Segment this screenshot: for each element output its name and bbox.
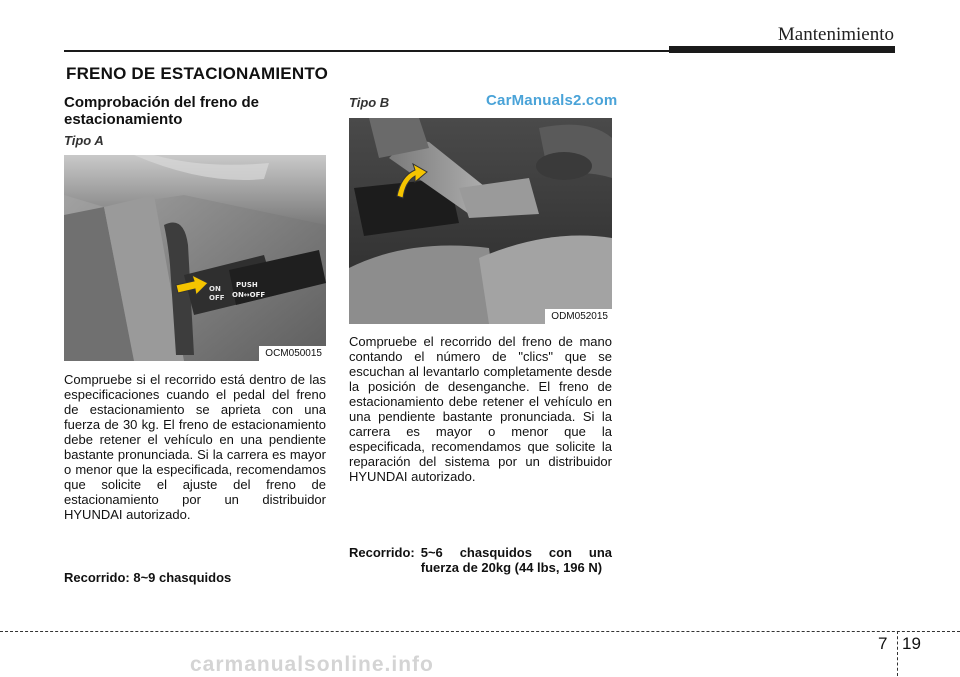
left-stroke: Recorrido: 8~9 chasquidos [64, 570, 232, 585]
photo-type-a [64, 155, 326, 361]
right-stroke [349, 545, 612, 575]
pedal-label-2b: ON↔OFF [232, 291, 266, 299]
photo-type-b [349, 118, 612, 324]
page-separator [897, 631, 898, 676]
footer-rule [0, 631, 960, 632]
pedal-label-1b: OFF [209, 294, 225, 302]
photo-code-b: ODM052015 [545, 309, 612, 324]
header-rule [64, 50, 669, 52]
right-paragraph: Compruebe el recorrido del freno de mano contando el número de "clics" que se escuchan al levantarlo completamente desde la posición de desenganche. El freno de estacionamiento debe retener el vehículo en una pendiente bastante pronunciada. Si la carrera es mayor o menor que la especificada, recomendamos que solicite la reparación del sistema por un distribuidor HYUNDAI autorizado. [349, 334, 612, 484]
header-rule-accent [669, 46, 895, 53]
chapter-number: 7 [878, 634, 888, 653]
hand-brake-illustration [349, 118, 612, 324]
left-heading: Comprobación del freno de estacionamiento [64, 94, 260, 128]
pedal-label-2a: PUSH [236, 281, 258, 289]
watermark-bottom: carmanualsonline.info [190, 653, 434, 676]
section-title: FRENO DE ESTACIONAMIENTO [66, 64, 329, 83]
watermark-top: CarManuals2.com [486, 92, 618, 109]
page-number: 19 [902, 634, 921, 653]
chapter-title: Mantenimiento [777, 24, 894, 45]
right-stroke-value: 5~6 chasquidos con una fuerza de 20kg (44 lbs, 196 N) [420, 545, 612, 575]
photo-code-a: OCM050015 [259, 346, 326, 361]
left-paragraph: Compruebe si el recorrido está dentro de las especificaciones cuando el pedal del freno de estacionamiento se aprieta con una fuerza de 30 kg. El freno de estacionamiento debe retener el vehículo en una pendiente bastante pronunciada. Si la carrera es mayor o menor que la especificada, recomendamos que solicite el ajuste del freno de estacionamiento por un distribuidor HYUNDAI autorizado. [64, 372, 326, 522]
pedal-label-1a: ON [209, 285, 221, 293]
right-stroke-label: Recorrido: [349, 545, 415, 560]
parking-pedal-illustration [64, 155, 326, 361]
type-b-label: Tipo B [349, 95, 390, 110]
type-a-label: Tipo A [64, 133, 104, 148]
